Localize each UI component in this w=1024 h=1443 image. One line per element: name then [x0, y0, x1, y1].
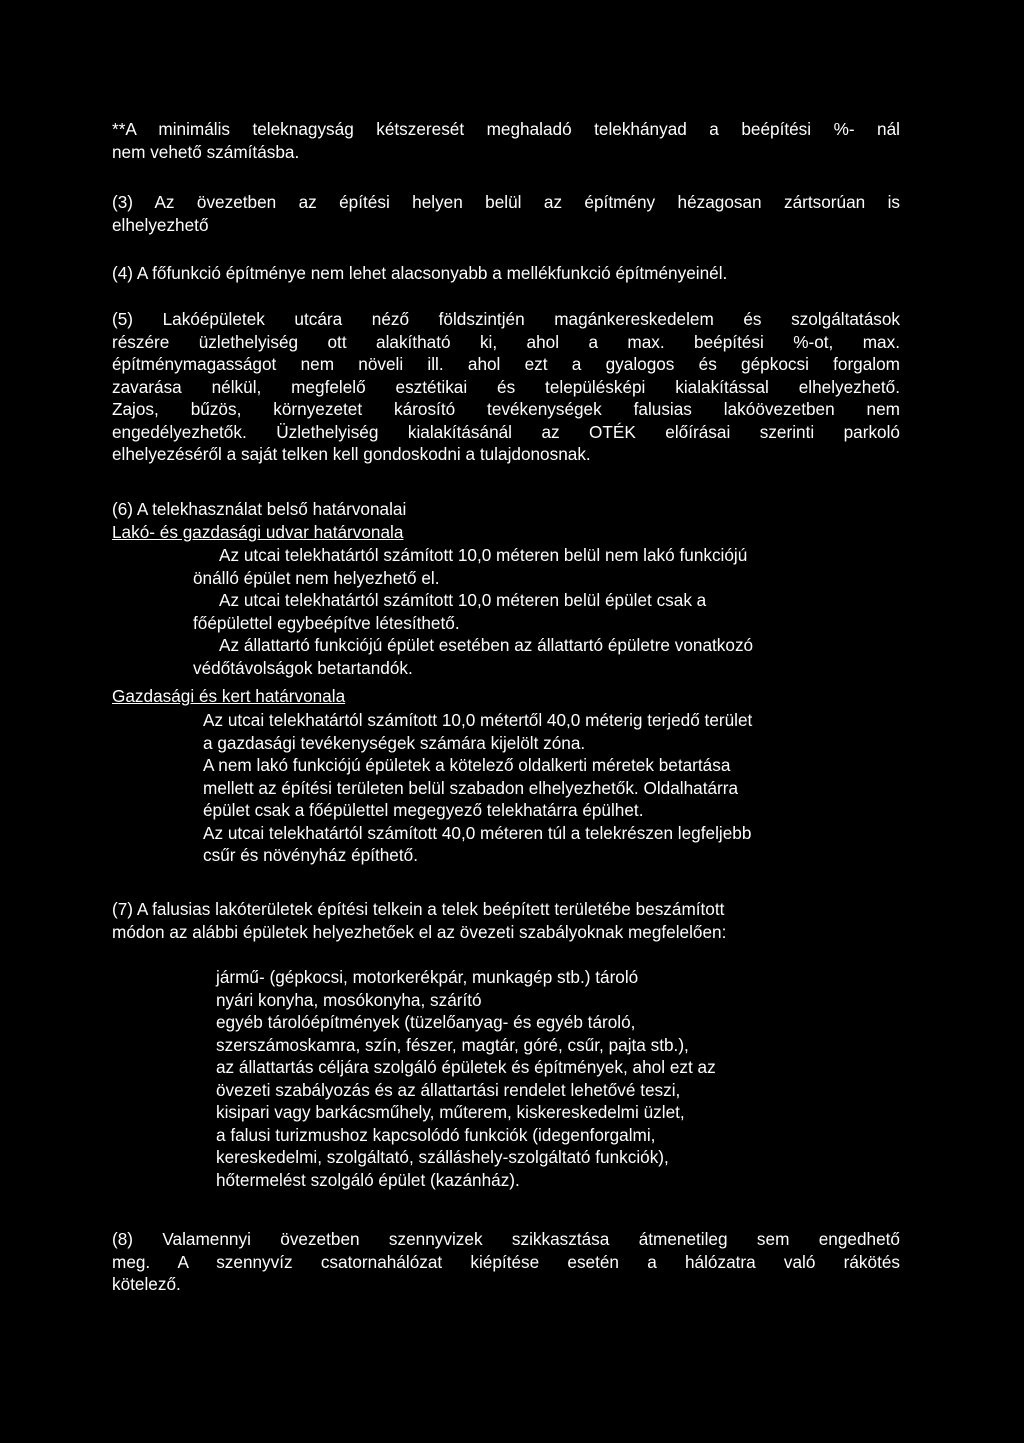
paragraph-line: építménymagasságot nem növeli ill. ahol ezt a gyalogos és gépkocsi forgalom — [112, 354, 900, 374]
subsection-line: A nem lakó funkciójú épületek a kötelező oldalkerti méretek betartása — [203, 755, 731, 775]
paragraph-line: Zajos, bűzös, környezetet károsító tevékenységek falusias lakóövezetben nem — [112, 399, 900, 419]
list-item: kisipari vagy barkácsműhely, műterem, kiskereskedelmi üzlet, — [216, 1102, 685, 1122]
subsection-line: Az állattartó funkciójú épület esetében az állattartó épületre vonatkozó — [219, 635, 754, 655]
list-item: kereskedelmi, szolgáltató, szálláshely-szolgáltató funkciók), — [216, 1147, 669, 1167]
paragraph-line: (4) A főfunkció építménye nem lehet alacsonyabb a mellékfunkció építményeinél. — [112, 263, 728, 283]
list-item: hőtermelést szolgáló épület (kazánház). — [216, 1169, 520, 1190]
subsection-line: a gazdasági tevékenységek számára kijelölt zóna. — [203, 732, 586, 753]
paragraph-line: részére üzlethelyiség ott alakítható ki, ahol a max. beépítési %-ot, max. — [112, 331, 900, 352]
subsection-2-body — [203, 709, 903, 867]
paragraph-line: engedélyezhetők. Üzlethelyiség kialakításánál az OTÉK előírásai szerinti parkoló — [112, 421, 900, 442]
paragraph-line: módon az alábbi épületek helyezhetőek el az övezeti szabályoknak megfelelően: — [112, 921, 727, 942]
subsection-line: épület csak a főépülettel megegyező telekhatárra épülhet. — [203, 800, 644, 820]
footnote — [112, 118, 900, 163]
subsection-line: Az utcai telekhatártól számított 10,0 méteren belül épület csak a — [219, 590, 707, 610]
subsection-line: csűr és növényház építhető. — [203, 845, 418, 865]
subsection-title: Lakó- és gazdasági udvar határvonala — [112, 521, 404, 542]
list-item: nyári konyha, mosókonyha, szárító — [216, 989, 482, 1010]
subsection-line: Az utcai telekhatártól számított 10,0 méteren belül nem lakó funkciójú — [219, 545, 748, 565]
paragraph-line: meg. A szennyvíz csatornahálózat kiépítése esetén a hálózatra való rákötés — [112, 1251, 900, 1272]
list-item: az állattartás céljára szolgáló épületek és építmények, ahol ezt az — [216, 1057, 716, 1077]
paragraph-line: kötelező. — [112, 1274, 181, 1294]
paragraph-4 — [112, 262, 900, 285]
paragraph-3 — [112, 191, 900, 236]
paragraph-line: (7) A falusias lakóterületek építési telkein a telek beépített területébe beszámított — [112, 899, 725, 919]
footnote-line: nem vehető számításba. — [112, 141, 300, 162]
subsection-line: Az utcai telekhatártól számított 40,0 méteren túl a telekrészen legfeljebb — [203, 822, 752, 843]
subsection-line: Az utcai telekhatártól számított 10,0 métertől 40,0 méterig terjedő terület — [203, 710, 753, 730]
paragraph-line: elhelyezhető — [112, 214, 209, 235]
paragraph-7 — [112, 898, 900, 943]
paragraph-line: elhelyezéséről a saját telken kell gondoskodni a tulajdonosnak. — [112, 444, 591, 464]
paragraph-line: (3) Az övezetben az építési helyen belül az építmény hézagosan zártsorúan is — [112, 192, 900, 212]
subsection-title: Gazdasági és kert határvonala — [112, 686, 346, 706]
list-item: jármű- (gépkocsi, motorkerékpár, munkagép stb.) tároló — [216, 967, 639, 987]
subsection-1-body — [193, 544, 903, 679]
footnote-line: **A minimális teleknagyság kétszeresét meghaladó telekhányad a beépítési %- nál — [112, 119, 900, 139]
paragraph-7-list — [216, 966, 906, 1191]
paragraph-8 — [112, 1228, 900, 1296]
list-item: szerszámoskamra, szín, fészer, magtár, góré, csűr, pajta stb.), — [216, 1034, 689, 1055]
subsection-line: önálló épület nem helyezhető el. — [193, 567, 440, 588]
paragraph-5 — [112, 308, 900, 466]
subsection-line: mellett az építési területen belül szabadon elhelyezhetők. Oldalhatárra — [203, 777, 739, 798]
subsection-line: védőtávolságok betartandók. — [193, 657, 413, 678]
subsection-2-heading — [112, 685, 900, 708]
paragraph-heading: (6) A telekhasználat belső határvonalai — [112, 499, 407, 519]
list-item: egyéb tárolóépítmények (tüzelőanyag- és egyéb tároló, — [216, 1012, 636, 1032]
subsection-line: főépülettel egybeépítve létesíthető. — [193, 612, 460, 633]
list-item: a falusi turizmushoz kapcsolódó funkciók (idegenforgalmi, — [216, 1124, 656, 1145]
paragraph-line: zavarása nélkül, megfelelő esztétikai és településképi kialakítással elhelyezhető. — [112, 376, 900, 397]
list-item: övezeti szabályozás és az állattartási rendelet lehetővé teszi, — [216, 1079, 681, 1100]
paragraph-line: (5) Lakóépületek utcára néző földszintjén magánkereskedelem és szolgáltatások — [112, 309, 900, 329]
paragraph-line: (8) Valamennyi övezetben szennyvizek szikkasztása átmenetileg sem engedhető — [112, 1229, 900, 1249]
paragraph-6-heading — [112, 498, 900, 543]
